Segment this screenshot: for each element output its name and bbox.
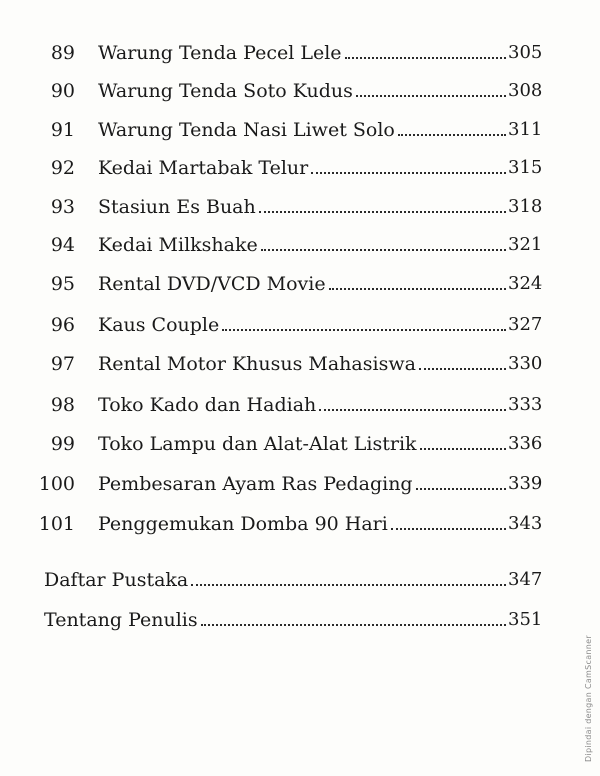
entry-title-row xyxy=(98,390,506,420)
entry-title: Rental Motor Khusus Mahasiswa xyxy=(98,353,416,375)
dot-leader xyxy=(420,447,506,450)
entry-title: Warung Tenda Soto Kudus xyxy=(98,80,353,102)
toc-entry-daftar-pustaka xyxy=(0,565,600,595)
dot-leader xyxy=(345,56,506,59)
entry-title: Pembesaran Ayam Ras Pedaging xyxy=(98,473,413,495)
entry-page: 339 xyxy=(508,473,543,494)
entry-page: 343 xyxy=(508,513,543,534)
entry-page: 327 xyxy=(508,314,543,335)
entry-title-row xyxy=(98,509,506,539)
toc-entry-90 xyxy=(0,76,600,106)
entry-page: 324 xyxy=(508,273,543,294)
dot-leader xyxy=(398,133,506,136)
entry-number: 97 xyxy=(50,353,75,375)
entry-title: Stasiun Es Buah xyxy=(98,196,256,218)
entry-number: 89 xyxy=(50,42,75,64)
toc-entry-98 xyxy=(0,390,600,420)
toc-entry-96 xyxy=(0,310,600,340)
entry-page: 305 xyxy=(508,42,543,63)
dot-leader xyxy=(391,527,506,530)
toc-entry-100 xyxy=(0,469,600,499)
dot-leader xyxy=(319,408,506,411)
entry-page: 330 xyxy=(508,353,543,374)
entry-page: 318 xyxy=(508,196,543,217)
dot-leader xyxy=(259,210,506,213)
dot-leader xyxy=(419,367,506,370)
dot-leader xyxy=(201,623,506,626)
toc-entry-93 xyxy=(0,192,600,222)
dot-leader xyxy=(261,248,506,251)
entry-number: 96 xyxy=(50,314,75,336)
entry-number: 98 xyxy=(50,394,75,416)
entry-number: 91 xyxy=(50,119,75,141)
entry-page: 336 xyxy=(508,433,543,454)
dot-leader xyxy=(356,94,506,97)
entry-number: 90 xyxy=(50,80,75,102)
entry-title-row xyxy=(44,565,506,595)
toc-entry-101 xyxy=(0,509,600,539)
entry-title-row xyxy=(98,469,506,499)
entry-title: Penggemukan Domba 90 Hari xyxy=(98,513,388,535)
entry-title: Tentang Penulis xyxy=(44,609,198,631)
dot-leader xyxy=(222,328,506,331)
dot-leader xyxy=(329,287,506,290)
entry-number: 92 xyxy=(50,157,75,179)
entry-title-row xyxy=(98,153,506,183)
entry-page: 333 xyxy=(508,394,543,415)
entry-title: Daftar Pustaka xyxy=(44,569,189,591)
entry-page: 351 xyxy=(508,609,543,630)
toc-entry-89 xyxy=(0,38,600,68)
toc-entry-95 xyxy=(0,269,600,299)
dot-leader xyxy=(416,487,506,490)
entry-number: 94 xyxy=(50,234,75,256)
entry-title: Kaus Couple xyxy=(98,314,220,336)
entry-title: Kedai Martabak Telur xyxy=(98,157,309,179)
entry-title: Toko Kado dan Hadiah xyxy=(98,394,317,416)
entry-page: 347 xyxy=(508,569,543,590)
entry-title: Warung Tenda Nasi Liwet Solo xyxy=(98,119,395,141)
entry-number: 93 xyxy=(50,196,75,218)
entry-number: 101 xyxy=(38,513,75,535)
entry-title: Kedai Milkshake xyxy=(98,234,258,256)
entry-number: 99 xyxy=(50,433,75,455)
entry-number: 95 xyxy=(50,273,75,295)
entry-title-row xyxy=(98,230,506,260)
entry-page: 311 xyxy=(508,119,543,140)
toc-entry-92 xyxy=(0,153,600,183)
dot-leader xyxy=(311,171,506,174)
entry-page: 321 xyxy=(508,234,543,255)
entry-page: 315 xyxy=(508,157,543,178)
entry-title-row xyxy=(98,38,506,68)
entry-title-row xyxy=(98,76,506,106)
entry-page: 308 xyxy=(508,80,543,101)
entry-title: Warung Tenda Pecel Lele xyxy=(98,42,342,64)
toc-entry-97 xyxy=(0,349,600,379)
scanner-watermark: Dipindai dengan CamScanner xyxy=(584,635,593,762)
entry-title-row xyxy=(98,115,506,145)
entry-number: 100 xyxy=(38,473,75,495)
toc-entry-94 xyxy=(0,230,600,260)
toc-entry-99 xyxy=(0,429,600,459)
entry-title: Toko Lampu dan Alat-Alat Listrik xyxy=(98,433,417,455)
dot-leader xyxy=(191,583,506,586)
entry-title-row xyxy=(98,192,506,222)
toc-entry-tentang-penulis xyxy=(0,605,600,635)
entry-title-row xyxy=(98,429,506,459)
entry-title: Rental DVD/VCD Movie xyxy=(98,273,326,295)
entry-title-row xyxy=(44,605,506,635)
entry-title-row xyxy=(98,349,506,379)
entry-title-row xyxy=(98,269,506,299)
toc-entry-91 xyxy=(0,115,600,145)
entry-title-row xyxy=(98,310,506,340)
